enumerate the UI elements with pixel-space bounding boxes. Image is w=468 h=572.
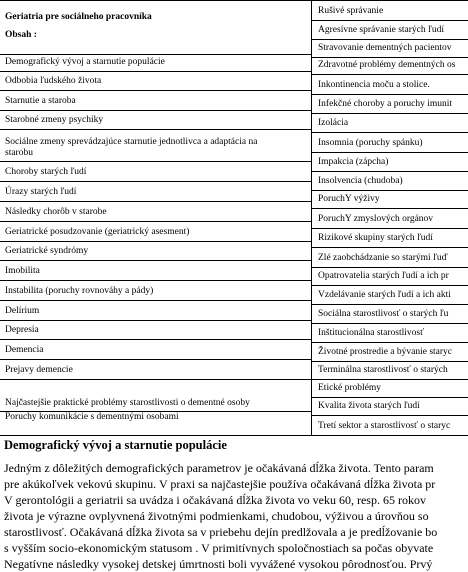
toc-item: Sociálna starostlivosť o starých ľu [318,309,449,319]
contents-right-column [312,1,468,435]
toc-item: Geriatrické syndrómy [5,246,89,256]
toc-item: Agresívne správanie starých ľudí [318,25,445,35]
toc-item: Insolvencia (chudoba) [318,176,403,186]
toc-row [0,182,311,202]
toc-item: Zlé zaobchádzanie so starými ľuď [318,253,448,263]
toc-item: Sociálne zmeny sprevádzajúce starnutie jednotlivca a adaptácia na starobu [5,137,258,158]
toc-row [312,286,468,305]
toc-row [312,362,468,380]
toc-item: Etické problémy [318,383,382,393]
toc-row [312,40,468,58]
toc-row [312,398,468,416]
toc-item: Starobné zmeny psychiky [5,115,104,125]
toc-item: Starnutie a staroba [5,96,76,106]
toc-row [312,191,468,209]
toc-row [0,72,311,91]
toc-item: Izolácia [318,118,349,128]
toc-row [312,380,468,398]
toc-item: Impakcia (zápcha) [318,157,389,167]
toc-row [312,153,468,172]
toc-item: Následky chorôb v starobe [5,207,107,217]
toc-row [0,130,311,162]
toc-row [0,301,311,321]
toc-row [0,242,311,261]
toc-item: Geriatrické posudzovanie (geriatrický asesment) [5,227,190,237]
body-line: V gerontológii a geriatrii sa uvádza i očakávaná dĺžka života vo veku 60, resp. 65 rokov [4,493,426,507]
toc-item: Úrazy starých ľudí [5,187,77,197]
toc-item: Imobilita [5,266,40,276]
toc-row [0,162,311,182]
toc-item: Opatrovatelia starých ľudí a ich pr [318,271,449,281]
toc-item: Choroby starých ľudí [5,167,87,177]
section-body [4,460,468,572]
document-title: Geriatria pre sociálneho pracovníka [5,12,152,22]
toc-item: Inštitucionálna starostlivosť [318,328,425,338]
toc-row [0,321,311,340]
toc-row [312,114,468,133]
body-line: starostlivosť. Očakávaná dĺžka života sa v priebehu dejín predlžovala a je predĺžovanie bo [4,525,438,539]
toc-row [0,222,311,242]
contents-left-column [0,1,311,435]
body-line: s vyšším socio-ekonomickým statusom . V primitívnych spoločnostiach sa počas obyvate [4,541,434,555]
toc-item: Inkontinencia moču a stolice. [318,80,430,90]
toc-row [0,261,311,281]
toc-row [0,91,311,111]
toc-item: Vzdelávanie starých ľudí a ich akti [318,290,451,300]
toc-row [312,209,468,229]
toc-item: Poruchy komunikácie s dementnými osobami [5,412,179,422]
toc-row [312,133,468,153]
toc-item: Kvalita života starých ľudí [318,401,420,411]
toc-row [312,75,468,95]
body-line: Negatívne následky vysokej detskej úmrtnosti boli vyvážené vysokou pôrodnosťou. Prvý [4,557,433,571]
toc-row [0,340,311,360]
toc-row [0,55,311,72]
toc-row [312,229,468,248]
toc-item: Demencia [5,345,44,355]
toc-row [312,343,468,362]
toc-item: Demografický vývoj a starnutie populácie [5,57,165,67]
toc-item: Životné prostredie a bývanie staryc [318,347,453,357]
body-line: života je výrazne ovplyvnená životnými podmienkami, chudobou, výživou a úrovňou so [4,509,429,523]
toc-row [0,111,311,130]
toc-row [0,406,311,426]
contents-label: Obsah : [5,30,37,40]
toc-row [0,360,311,380]
toc-row [312,416,468,435]
toc-item: Najčastejšie praktické problémy starostlivosti o dementné osoby [5,398,250,408]
toc-item: Prejavy demencie [5,365,73,375]
toc-row [312,305,468,324]
toc-item: Tretí sektor a starostlivosť o staryc [318,421,451,431]
toc-row [312,248,468,268]
toc-item: Depresia [5,325,39,335]
contents-header [0,1,311,55]
toc-row [312,95,468,114]
toc-item: Instabilita (poruchy rovnováhy a pády) [5,286,154,296]
toc-item: Odbobia ľudského života [5,76,102,86]
toc-item: Rušivé správanie [318,6,384,16]
toc-item: Stravovanie dementných pacientov [318,43,452,53]
toc-row [0,281,311,301]
toc-row [312,172,468,191]
section-heading: Demografický vývoj a starnutie populácie [4,438,227,452]
toc-item: Insomnia (poruchy spánku) [318,138,423,148]
toc-item: Zdravotné problémy dementných os [318,60,456,70]
toc-row [312,21,468,40]
toc-item: Terminálna starostlivosť o starých [318,365,448,375]
toc-row [312,58,468,75]
toc-row [0,202,311,222]
body-line: Jedným z dôležitých demografických parametrov je očakávaná dĺžka života. Tento param [4,461,434,475]
toc-item: PoruchY zmyslových orgánov [318,214,434,224]
body-line: pre akúkoľvek vekovú skupinu. V praxi sa najčastejšie používa očakávaná dĺžka života pr [4,477,436,491]
toc-row [312,268,468,286]
toc-item: Delírium [5,306,40,316]
toc-row [312,324,468,343]
toc-item: Rizikové skupiny starých ľudí [318,233,433,243]
toc-item: Infekčné choroby a poruchy imunit [318,99,453,109]
toc-item: PoruchY výživy [318,194,380,204]
toc-row [312,1,468,21]
